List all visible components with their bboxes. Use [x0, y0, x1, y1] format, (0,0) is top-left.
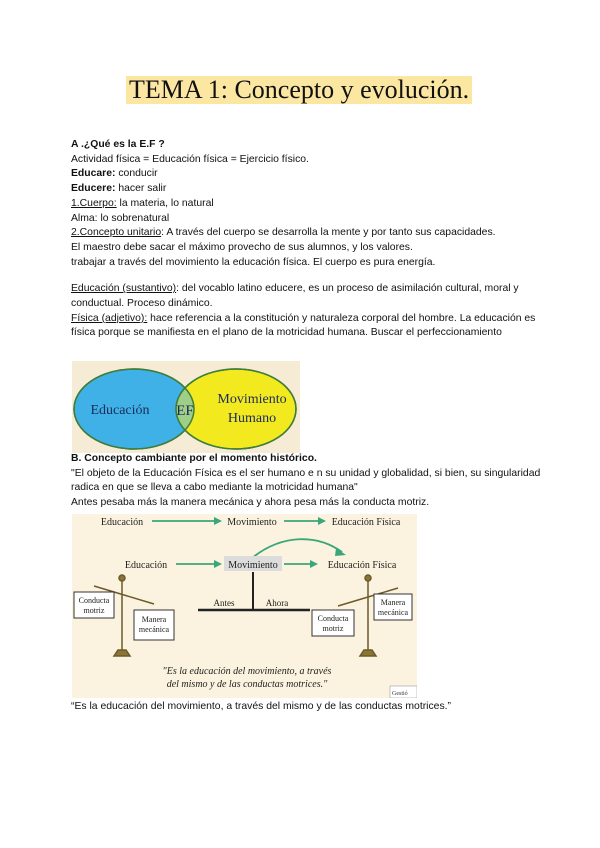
venn-right-label-2: Humano	[227, 411, 277, 426]
page-title: TEMA 1: Concepto y evolución.	[126, 76, 472, 104]
row2-educacion: Educación	[124, 560, 168, 571]
section-a	[71, 138, 541, 341]
section-b-quote: "El objeto de la Educación Física es el ser humano e n su unidad y globalidad, si bien, su singularidad radica en que se lleva a cabo mediante la motricidad humana"	[71, 467, 541, 494]
caption: “Es la educación del movimiento, a través del mismo y de las conductas motrices.”	[71, 701, 451, 712]
venn-left-label: Educación	[90, 403, 150, 418]
cuerpo-line: 1.Cuerpo: la materia, lo natural	[71, 197, 214, 209]
educare-line: Educare: conducir	[71, 168, 158, 180]
label-ahora: Ahora	[265, 598, 289, 608]
fisica-definition: Física (adjetivo): hace referencia a la constitución y naturaleza corporal del hombre. La educación es física porque se manifiesta en el plano de la motricidad humana. Buscar el perfeccionamiento	[71, 312, 536, 339]
right-scale-high-1: Manera	[380, 598, 406, 607]
left-scale-high-2: motriz	[83, 606, 105, 615]
evolution-diagram	[72, 514, 417, 698]
section-b-heading: B. Concepto cambiante por el momento histórico.	[71, 453, 317, 464]
unitario-line: 2.Concepto unitario: A través del cuerpo se desarrolla la mente y por tanto sus capacidades.	[71, 227, 496, 239]
row1-educacion-fisica: Educación Física	[331, 517, 401, 528]
section-b	[71, 452, 541, 511]
trabajar-line: trabajar a través del movimiento la educación física. El cuerpo es pura energía.	[71, 256, 436, 268]
left-scale-high-1: Conducta	[78, 596, 110, 605]
left-scale-low-1: Manera	[141, 615, 167, 624]
label-antes: Antes	[213, 598, 235, 608]
right-scale-low-1: Conducta	[317, 614, 349, 623]
right-scale-low-2: motriz	[322, 624, 344, 633]
section-a-heading: A .¿Qué es la E.F ?	[71, 139, 165, 150]
educere-line: Educere: hacer salir	[71, 183, 167, 195]
diagram-quote-1: "Es la educación del movimiento, a través	[162, 666, 332, 677]
row1-movimiento: Movimiento	[227, 517, 277, 528]
venn-diagram	[72, 361, 300, 453]
row1-educacion: Educación	[100, 517, 144, 528]
equivalence-line: Actividad física = Educación física = Ejercicio físico.	[71, 153, 309, 165]
corner-tag: Gestió	[392, 691, 408, 697]
section-b-antes: Antes pesaba más la manera mecánica y ahora pesa más la conducta motriz.	[71, 497, 430, 509]
educacion-definition: Educación (sustantivo): del vocablo latino educere, es un proceso de asimilación cultural, moral y conductual. Proceso dinámico.	[71, 283, 519, 310]
right-scale-high-2: mecánica	[377, 608, 409, 617]
maestro-line: El maestro debe sacar el máximo provecho de sus alumnos, y los valores.	[71, 241, 413, 253]
venn-right-label-1: Movimiento	[217, 392, 287, 407]
left-scale-low-2: mecánica	[138, 625, 170, 634]
alma-line: Alma: lo sobrenatural	[71, 212, 170, 224]
row2-movimiento: Movimiento	[228, 560, 278, 571]
row2-educacion-fisica: Educación Física	[327, 560, 397, 571]
venn-center-label: EF	[176, 403, 194, 419]
diagram-quote-2: del mismo y de las conductas motrices."	[166, 679, 328, 690]
